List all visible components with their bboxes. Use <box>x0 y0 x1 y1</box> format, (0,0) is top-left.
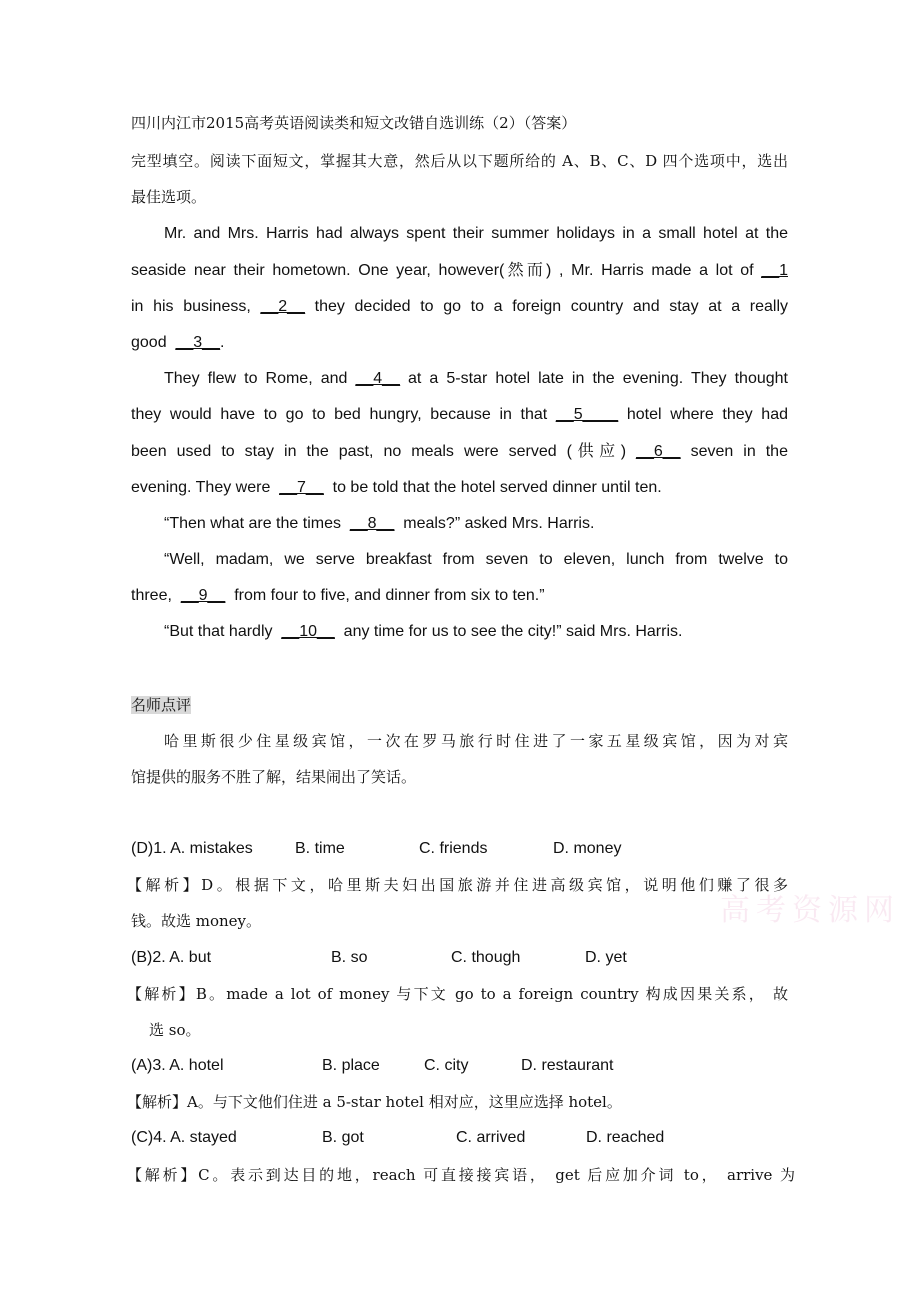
instructions-line: 完型填空。阅读下面短文，掌握其大意，然后从以下题所给的 A、B、C、D 四个选项中，选出 <box>131 152 788 170</box>
page-title: 四川内江市2015高考英语阅读类和短文改错自选训练（2）（答案） <box>131 114 577 132</box>
option-d: D. reached <box>586 1129 665 1146</box>
text: hotel where they had <box>626 406 789 423</box>
option-a: (B)2. A. but <box>131 949 212 966</box>
option-a: (A)3. A. hotel <box>131 1057 224 1074</box>
analysis-line: 【解析】B。made a lot of money 与下文 go to a foreign country 构成因果关系， 故 <box>127 985 788 1003</box>
option-d: D. yet <box>585 949 627 966</box>
text: they would have to go to bed hungry, because in that <box>131 406 548 423</box>
text: . <box>219 334 225 351</box>
passage-line <box>131 477 788 499</box>
instructions-line: 最佳选项。 <box>131 188 207 206</box>
text: good <box>131 334 167 351</box>
passage-line <box>131 585 788 607</box>
passage-line <box>131 404 788 426</box>
passage-line: Mr. and Mrs. Harris had always spent their summer holidays in a small hotel at the <box>164 225 788 242</box>
text: three, <box>131 587 172 604</box>
passage-line <box>164 368 788 390</box>
analysis-line: 【解析】A。与下文他们住进 a 5-star hotel 相对应，这里应选择 hotel。 <box>127 1093 622 1111</box>
text: from four to five, and dinner from six to ten.” <box>234 587 545 604</box>
passage-line: “Well, madam, we serve breakfast from seven to eleven, lunch from twelve to <box>164 551 788 568</box>
option-c: C. friends <box>419 840 488 857</box>
text: evening. They were <box>131 479 271 496</box>
option-d: D. restaurant <box>521 1057 614 1074</box>
option-a: (C)4. A. stayed <box>131 1129 237 1146</box>
text: any time for us to see the city!” said Mrs. Harris. <box>343 623 683 640</box>
option-c: C. city <box>424 1057 469 1074</box>
text: been used to stay in the past, no meals were served (供应) <box>131 443 627 460</box>
option-b: B. place <box>322 1057 380 1074</box>
blank-4: __4__ <box>355 370 400 387</box>
text: at a 5-star hotel late in the evening. They thought <box>408 370 788 387</box>
passage-line <box>131 260 788 282</box>
blank-8: __8__ <box>349 515 395 532</box>
option-b: B. so <box>331 949 368 966</box>
analysis-line: 【解析】C。表示到达目的地，reach 可直接接宾语， get 后应加介词 to， arrive 为 <box>127 1166 795 1184</box>
analysis-line: 选 so。 <box>149 1021 201 1039</box>
blank-3: __3__ <box>175 334 220 351</box>
option-b: B. time <box>295 840 345 857</box>
passage-line <box>164 513 788 535</box>
analysis-line: 钱。故选 money。 <box>131 912 262 930</box>
text: seven in the <box>690 443 788 460</box>
analysis-line: 【解析】D。根据下文，哈里斯夫妇出国旅游并住进高级宾馆，说明他们赚了很多 <box>127 876 788 894</box>
option-b: B. got <box>322 1129 364 1146</box>
passage-line <box>131 441 788 463</box>
review-line: 馆提供的服务不胜了解，结果闹出了笑话。 <box>131 768 417 786</box>
watermark: 高考资源网 <box>720 894 900 927</box>
blank-1: __1 <box>761 262 788 279</box>
passage-line <box>164 621 788 643</box>
option-c: C. arrived <box>456 1129 526 1146</box>
text: “Then what are the times <box>164 515 341 532</box>
text: seaside near their hometown. One year, however(然而) , Mr. Harris made a lot of <box>131 262 754 279</box>
blank-10: __10__ <box>281 623 335 640</box>
passage-line <box>131 296 788 318</box>
passage-line <box>131 332 788 354</box>
option-c: C. though <box>451 949 521 966</box>
option-a: (D)1. A. mistakes <box>131 840 253 857</box>
text: “But that hardly <box>164 623 273 640</box>
text: meals?” asked Mrs. Harris. <box>403 515 595 532</box>
text: they decided to go to a foreign country and stay at a really <box>314 298 789 315</box>
text: in his business, <box>131 298 251 315</box>
text: They flew to Rome, and <box>164 370 348 387</box>
option-d: D. money <box>553 840 622 857</box>
blank-7: __7__ <box>279 479 324 496</box>
blank-2: __2__ <box>260 298 305 315</box>
blank-5: __5____ <box>555 406 619 423</box>
review-line: 哈里斯很少住星级宾馆，一次在罗马旅行时住进了一家五星级宾馆，因为对宾 <box>164 732 788 750</box>
blank-9: __9__ <box>180 587 226 604</box>
text: to be told that the hotel served dinner until ten. <box>332 479 662 496</box>
blank-6: __6__ <box>636 443 681 460</box>
review-heading <box>131 694 191 716</box>
review-heading-text: 名师点评 <box>131 696 192 714</box>
